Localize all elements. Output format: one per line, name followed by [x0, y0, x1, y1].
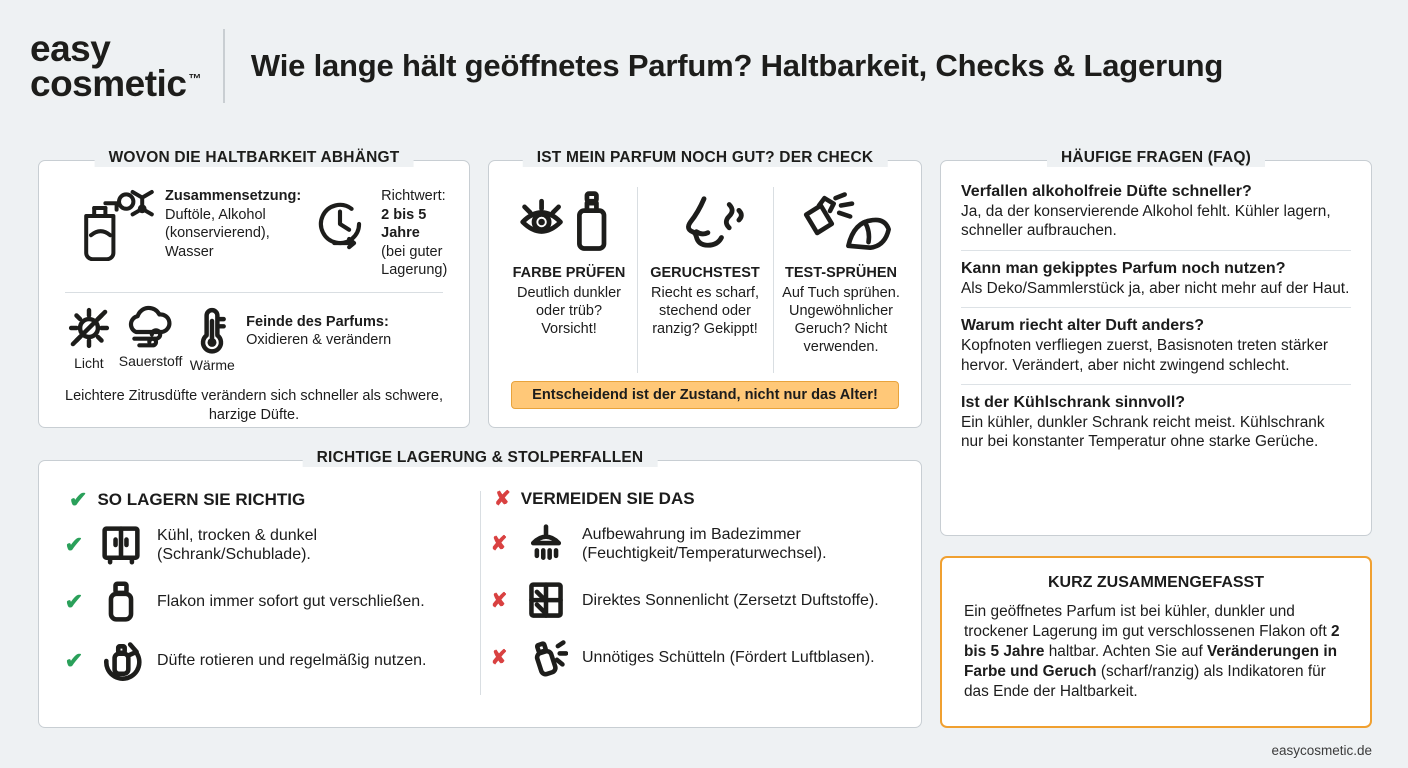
logo-line-1: easy — [30, 27, 111, 69]
storage-good-text: Düfte rotieren und regelmäßig nutzen. — [157, 652, 427, 670]
enemies-text: Oxidieren & verändern — [246, 332, 392, 349]
rotate-bottle-icon — [97, 639, 145, 683]
summary-bold-2: Veränderungen in Farbe und Geruch — [964, 643, 1337, 681]
storage-bad-heading-label: VERMEIDEN SIE DAS — [520, 489, 695, 508]
durability-note: Leichtere Zitrusdüfte verändern sich schneller als schwere, harzige Düfte. — [65, 387, 443, 423]
check-icon: ✔ — [64, 589, 84, 614]
list-item — [63, 581, 472, 623]
check-column-smell — [637, 183, 773, 379]
guide-value: 2 bis 5 Jahre — [381, 206, 427, 242]
enemy-light — [59, 303, 119, 371]
storage-bad-text: Unnötiges Schütteln (Fördert Luftblasen). — [582, 649, 875, 667]
header — [30, 18, 1378, 114]
enemies-label: Feinde des Parfums: — [246, 313, 389, 330]
nose-smell-icon — [643, 183, 767, 261]
enemies-text-block — [242, 303, 449, 350]
eye-bottle-icon — [507, 183, 631, 261]
faq-question: Verfallen alkoholfreie Düfte schneller? — [961, 183, 1252, 200]
summary-text-part-3: (scharf/ranzig) als Indikatoren für das Ende der Haltbarkeit. — [964, 663, 1326, 701]
faq-item — [961, 260, 1351, 308]
cabinet-icon — [97, 525, 145, 565]
storage-good-column — [55, 489, 480, 699]
panel-divider — [65, 292, 443, 293]
panel-storage-title: RICHTIGE LAGERUNG & STOLPERFALLEN — [303, 449, 658, 467]
logo-line-2-wrap — [30, 63, 201, 104]
faq-answer: Ja, da der konservierende Alkohol fehlt. Kühler lagern, schneller aufbrauchen. — [961, 203, 1331, 240]
storage-good-text: Kühl, trocken & dunkel (Schrank/Schublade). — [157, 526, 318, 563]
faq-answer: Als Deko/Sammlerstück ja, aber nicht mehr auf der Haut. — [961, 279, 1350, 297]
storage-bad-heading — [488, 489, 897, 509]
panel-storage — [38, 449, 922, 728]
panel-summary-title: KURZ ZUSAMMENGEFASST — [1048, 574, 1264, 591]
composition-text-block — [165, 187, 301, 261]
check-smell-title: GERUCHSTEST — [650, 265, 760, 281]
list-item — [63, 525, 472, 565]
summary-bold-1: 2 bis 5 Jahre — [964, 623, 1340, 661]
check-icon: ✔ — [69, 487, 88, 512]
storage-bad-text: Direktes Sonnenlicht (Zersetzt Duftstoffe). — [582, 592, 879, 610]
check-banner: Entscheidend ist der Zustand, nicht nur das Alter! — [511, 381, 899, 409]
check-column-color — [501, 183, 637, 379]
faq-item — [961, 317, 1351, 385]
perfume-molecule-icon — [59, 187, 155, 261]
composition-text: Duftöle, Alkohol (konservierend), Wasser — [165, 206, 270, 260]
trademark-symbol: ™ — [188, 70, 201, 86]
composition-label: Zusammensetzung: — [165, 188, 302, 204]
list-item — [488, 637, 897, 679]
bottle-cap-icon — [97, 581, 145, 623]
check-column-spray — [773, 183, 909, 379]
faq-question: Ist der Kühlschrank sinnvoll? — [961, 394, 1186, 412]
shaking-bottle-icon — [522, 637, 570, 679]
enemy-heat-label: Wärme — [189, 356, 235, 373]
check-icon: ✔ — [64, 532, 84, 557]
cross-icon: ✘ — [490, 533, 508, 555]
check-spray-text: Auf Tuch sprühen. Ungewöhnlicher Geruch? Nicht verwenden. — [782, 285, 900, 356]
summary-text — [942, 602, 1370, 702]
check-color-text: Deutlich dunkler oder trüb? Vorsicht! — [517, 285, 621, 338]
check-smell-text: Riecht es scharf, stechend oder ranzig? Gekippt! — [651, 285, 759, 338]
shower-icon — [522, 523, 570, 565]
storage-good-heading-label: SO LAGERN SIE RICHTIG — [97, 490, 306, 509]
summary-text-part-1: Ein geöffnetes Parfum ist bei kühler, dunkler und trockener Lagerung im gut verschlossenen Flakon oft — [964, 603, 1332, 641]
list-item — [488, 581, 897, 621]
list-item — [488, 523, 897, 565]
storage-good-heading — [63, 489, 472, 511]
panel-durability-title: WOVON DIE HALTBARKEIT ABHÄNGT — [95, 149, 414, 167]
cross-icon: ✘ — [490, 590, 508, 612]
faq-question: Warum riecht alter Duft anders? — [961, 317, 1205, 335]
window-sun-icon — [522, 581, 570, 621]
footer-site: easycosmetic.de — [1271, 743, 1372, 758]
faq-question: Kann man gekipptes Parfum noch nutzen? — [961, 259, 1286, 277]
enemy-oxygen-label: Sauerstoff — [118, 352, 183, 369]
check-icon: ✔ — [64, 648, 84, 673]
panel-summary — [940, 556, 1372, 728]
guide-label: Richtwert: — [381, 188, 446, 204]
logo-line-2: cosmetic — [30, 63, 187, 104]
storage-bad-column — [480, 489, 905, 699]
enemy-light-label: Licht — [74, 354, 104, 371]
faq-item — [961, 394, 1351, 461]
panel-durability — [38, 149, 470, 428]
enemy-heat — [182, 303, 242, 373]
faq-answer: Ein kühler, dunkler Schrank reicht meist. Kühlschrank nur bei konstanter Temperatur ohne starke Gerüche. — [961, 414, 1325, 451]
list-item — [63, 639, 472, 683]
page-title: Wie lange hält geöffnetes Parfum? Haltbarkeit, Checks & Lagerung — [250, 48, 1224, 83]
clock-icon — [311, 187, 371, 253]
enemy-oxygen — [119, 303, 183, 369]
panel-check-title: IST MEIN PARFUM NOCH GUT? DER CHECK — [523, 149, 888, 167]
faq-item — [961, 183, 1351, 251]
storage-good-text: Flakon immer sofort gut verschließen. — [157, 593, 425, 611]
panel-faq-title: HÄUFIGE FRAGEN (FAQ) — [1047, 149, 1265, 167]
panel-check — [488, 149, 922, 428]
check-color-title: FARBE PRÜFEN — [512, 265, 626, 281]
panel-faq — [940, 149, 1372, 536]
guide-text-block — [381, 187, 449, 280]
cross-icon: ✘ — [490, 647, 508, 669]
faq-answer: Kopfnoten verfliegen zuerst, Basisnoten treten stärker hervor. Verändert, aber nicht zwingend schlecht. — [961, 337, 1329, 374]
cross-icon: ✘ — [494, 488, 511, 510]
storage-bad-text: Aufbewahrung im Badezimmer (Feuchtigkeit/Temperaturwechsel). — [582, 525, 827, 562]
spray-tissue-icon — [779, 183, 903, 261]
brand-logo — [30, 27, 205, 104]
check-spray-title: TEST-SPRÜHEN — [785, 265, 897, 281]
header-divider — [223, 29, 225, 103]
guide-note: (bei guter Lagerung) — [381, 243, 448, 279]
summary-text-part-2: haltbar. Achten Sie auf — [1044, 643, 1207, 661]
